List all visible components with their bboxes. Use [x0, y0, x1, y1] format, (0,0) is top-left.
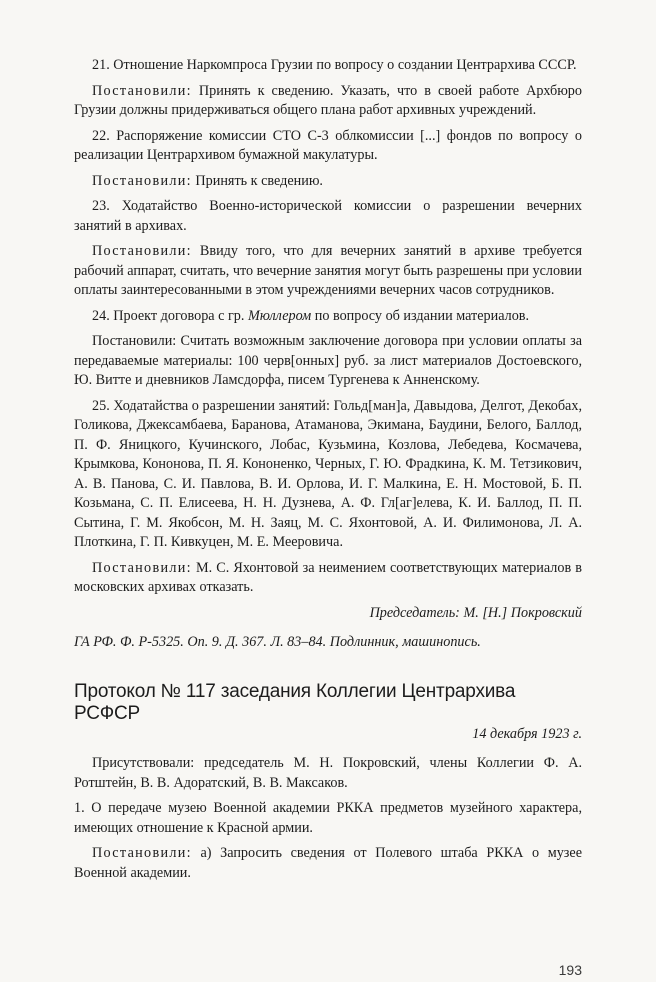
page-number: 193 — [558, 962, 582, 978]
resolution-text: М. С. Яхонтовой за неимением соответствующих материалов в московских архивах отказать. — [74, 559, 582, 595]
protocol-item-1-resolution — [74, 844, 582, 883]
resolved-label: Постановили: — [92, 559, 192, 576]
resolution-text: Ввиду того, что для вечерних занятий в архиве требуется рабочий аппарат, считать, что вечерние занятия могут быть разрешены при условии оплаты заинтересованными в этом учреждениями вечерних часов сотрудников. — [74, 243, 582, 298]
item-22-resolution — [74, 172, 582, 192]
chairman-signature: Председатель: М. [Н.] Покровский — [369, 604, 582, 621]
protocol-date: 14 декабря 1923 г. — [472, 725, 582, 742]
item-24-text-b: по вопросу об издании материалов. — [311, 307, 530, 324]
item-25-resolution — [74, 559, 582, 598]
resolved-label: Постановили: — [92, 172, 192, 189]
item-21: 21. Отношение Наркомпроса Грузии по вопросу о создании Центрархива СССР. — [92, 57, 577, 73]
resolution-text: а) Запросить сведения от Полевого штаба РККА о музее Военной академии. — [74, 845, 582, 881]
attendees: Присутствовали: председатель М. Н. Покровский, члены Коллегии Ф. А. Ротштейн, В. В. Адоратский, В. В. Максаков. — [74, 755, 582, 791]
resolution-text: Принять к сведению. — [191, 172, 323, 189]
resolved-label: Постановили: — [92, 82, 192, 99]
item-23-resolution — [74, 242, 582, 301]
protocol-item-1: 1. О передаче музею Военной академии РККА предметов музейного характера, имеющих отношение к Красной армии. — [74, 800, 582, 836]
protocol-title: Протокол № 117 заседания Коллегии Центрархива РСФСР — [74, 680, 516, 724]
page-content — [74, 56, 582, 889]
item-21-resolution — [74, 82, 582, 121]
resolution-text: Принять к сведению. Указать, что в своей работе Архбюро Грузии должны придерживаться общего плана работ архивных учреждений. — [74, 82, 582, 118]
item-24-resolution: Постановили: Считать возможным заключение договора при условии оплаты за передаваемые материалы: 100 черв[онных] руб. за лист материалов Достоевского, Ю. Витте и дневников Ламсдорфа, писем Тургенева к Анненскому. — [74, 333, 582, 388]
item-24 — [74, 307, 582, 327]
archive-source: ГА РФ. Ф. Р-5325. Оп. 9. Д. 367. Л. 83–84. Подлинник, машинопись. — [74, 634, 481, 650]
item-25: 25. Ходатайства о разрешении занятий: Гольд[ман]а, Давыдова, Делгот, Декобах, Голикова, Джексамбаева, Баранова, Атаманова, Экимана, Баудини, Белого, Баллод, П. Ф. Яницкого, Кучинского, Лобас, Кузьмина, Козлова, Лебедева, Космачева, Крымкова, Кононова, П. Я. Кононенко, Черных, Г. Ю. Фрадкина, К. М. Тетзикович, А. В. Панова, С. И. Павлова, В. И. Орлова, И. Г. Малкина, Е. Н. Мостовой, Б. П. Козьмана, С. П. Елисеева, Н. Н. Дузнева, А. Ф. Гл[аг]елева, К. И. Баллод, П. П. Сытина, Г. М. Якобсон, М. Н. Заяц, М. С. Яхонтовой, А. И. Филимонова, Л. А. Плоткина, Г. П. Кивкуцен, М. Е. Мееровича. — [74, 397, 582, 550]
resolved-label: Постановили: — [92, 845, 192, 861]
resolved-label: Постановили: — [92, 243, 192, 259]
item-24-name: Мюллером — [248, 307, 312, 324]
item-22: 22. Распоряжение комиссии СТО С-3 облкомиссии [...] фондов по вопросу о реализации Центрархивом бумажной макулатуры. — [74, 127, 582, 163]
item-24-text-a: 24. Проект договора с гр. — [92, 307, 248, 324]
item-23: 23. Ходатайство Военно-исторической комиссии о разрешении вечерних занятий в архивах. — [74, 198, 582, 234]
